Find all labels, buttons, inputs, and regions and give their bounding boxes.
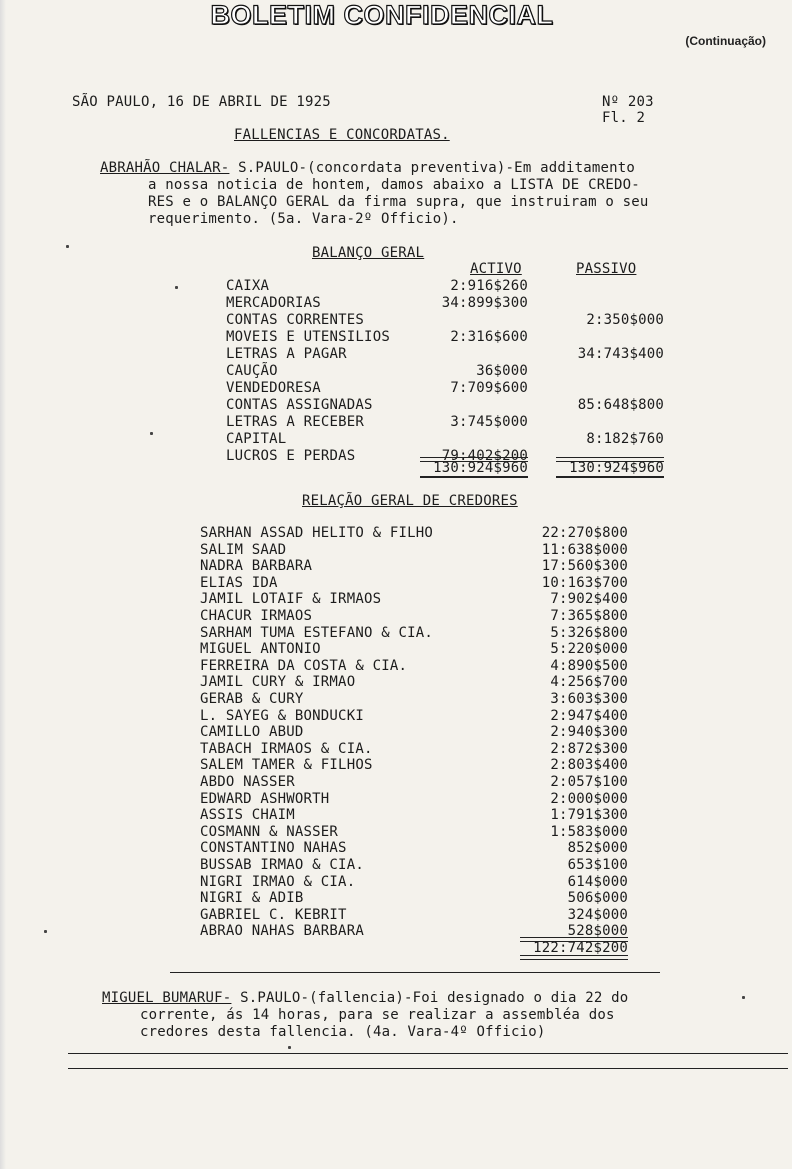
creditor-amount: 2:940$300 bbox=[550, 724, 628, 740]
creditor-name: SALEM TAMER & FILHOS bbox=[200, 757, 373, 773]
balance-row-label: LUCROS E PERDAS bbox=[226, 448, 356, 464]
activo-total-underline bbox=[420, 476, 528, 478]
balance-row-label: CAPITAL bbox=[226, 431, 287, 447]
creditors-title: RELAÇÃO GERAL DE CREDORES bbox=[302, 493, 518, 509]
creditor-amount: 324$000 bbox=[567, 907, 628, 923]
creditor-amount: 4:256$700 bbox=[550, 674, 628, 690]
bottom-rule-2 bbox=[68, 1068, 788, 1069]
balance-row-activo: 7:709$600 bbox=[450, 380, 528, 396]
creditor-amount: 2:057$100 bbox=[550, 774, 628, 790]
creditor-amount: 2:803$400 bbox=[550, 757, 628, 773]
page-edge-shadow bbox=[0, 0, 6, 1169]
creditor-name: ASSIS CHAIM bbox=[200, 807, 295, 823]
creditor-name: CONSTANTINO NAHAS bbox=[200, 840, 347, 856]
passivo-total: 130:924$960 bbox=[569, 460, 664, 476]
entry1-company-name: ABRAHÃO CHALAR- bbox=[100, 160, 230, 176]
entry2-line3: credores desta fallencia. (4a. Vara-4º Officio) bbox=[140, 1024, 546, 1040]
entry2-line2: corrente, ás 14 horas, para se realizar a assembléa dos bbox=[140, 1007, 615, 1023]
creditor-name: BUSSAB IRMAO & CIA. bbox=[200, 857, 364, 873]
creditor-name: SARHAN ASSAD HELITO & FILHO bbox=[200, 525, 433, 541]
balance-row-activo: 2:916$260 bbox=[450, 278, 528, 294]
creditor-amount: 17:560$300 bbox=[541, 558, 628, 574]
creditor-amount: 7:902$400 bbox=[550, 591, 628, 607]
creditor-amount: 3:603$300 bbox=[550, 691, 628, 707]
entry1-line1-text: S.PAULO-(concordata preventiva)-Em additamento bbox=[229, 160, 635, 176]
bulletin-number: Nº 203 bbox=[602, 94, 654, 110]
scan-speck bbox=[44, 930, 47, 933]
scan-speck bbox=[66, 245, 69, 248]
balance-row-passivo: 85:648$800 bbox=[577, 397, 664, 413]
scan-speck bbox=[175, 286, 178, 289]
creditor-name: ABRAO NAHAS BARBARA bbox=[200, 923, 364, 939]
creditor-name: NIGRI & ADIB bbox=[200, 890, 304, 906]
scan-speck bbox=[150, 432, 153, 435]
balance-row-label: CAIXA bbox=[226, 278, 270, 294]
balance-row-passivo: 34:743$400 bbox=[577, 346, 664, 362]
balance-row-label: LETRAS A PAGAR bbox=[226, 346, 347, 362]
entry1-line3: RES e o BALANÇO GERAL da firma supra, que instruiram o seu bbox=[148, 194, 649, 210]
creditor-name: JAMIL CURY & IRMAO bbox=[200, 674, 356, 690]
balance-row-label: MERCADORIAS bbox=[226, 295, 321, 311]
creditor-amount: 1:791$300 bbox=[550, 807, 628, 823]
entry2-line1 bbox=[102, 990, 628, 1006]
entry-separator bbox=[170, 972, 660, 973]
creditor-amount: 4:890$500 bbox=[550, 658, 628, 674]
creditor-amount: 7:365$800 bbox=[550, 608, 628, 624]
balance-title: BALANÇO GERAL bbox=[312, 245, 425, 261]
balance-row-activo: 34:899$300 bbox=[441, 295, 528, 311]
entry1-line4: requerimento. (5a. Vara-2º Officio). bbox=[148, 211, 459, 227]
balance-row-activo: 36$000 bbox=[476, 363, 528, 379]
sheet-number: Fl. 2 bbox=[602, 110, 646, 126]
passivo-header bbox=[576, 261, 636, 277]
creditor-name: SARHAM TUMA ESTEFANO & CIA. bbox=[200, 625, 433, 641]
creditor-name: CHACUR IRMAOS bbox=[200, 608, 313, 624]
balance-row-label: MOVEIS E UTENSILIOS bbox=[226, 329, 390, 345]
creditor-amount: 852$000 bbox=[567, 840, 628, 856]
entry2-line1-text: S.PAULO-(fallencia)-Foi designado o dia 22 do bbox=[231, 990, 629, 1006]
balance-row-label: VENDEDORESA bbox=[226, 380, 321, 396]
entry2-company-name: MIGUEL BUMARUF- bbox=[102, 990, 232, 1006]
entry1-line1 bbox=[100, 160, 635, 176]
creditor-amount: 653$100 bbox=[567, 857, 628, 873]
creditor-amount: 614$000 bbox=[567, 874, 628, 890]
creditor-name: COSMANN & NASSER bbox=[200, 824, 339, 840]
activo-header bbox=[470, 261, 522, 277]
creditor-name: EDWARD ASHWORTH bbox=[200, 791, 330, 807]
creditor-name: MIGUEL ANTONIO bbox=[200, 641, 321, 657]
balance-row-label: CONTAS CORRENTES bbox=[226, 312, 365, 328]
creditor-amount: 22:270$800 bbox=[541, 525, 628, 541]
creditor-amount: 528$000 bbox=[567, 923, 628, 939]
creditor-amount: 11:638$000 bbox=[541, 542, 628, 558]
creditor-name: NADRA BARBARA bbox=[200, 558, 313, 574]
creditor-amount: 506$000 bbox=[567, 890, 628, 906]
creditors-total: 122:742$200 bbox=[533, 940, 628, 956]
balance-row-activo: 79:402$200 bbox=[441, 448, 528, 464]
balance-row-label: CONTAS ASSIGNADAS bbox=[226, 397, 373, 413]
creditor-name: ELIAS IDA bbox=[200, 575, 278, 591]
creditor-name: GABRIEL C. KEBRIT bbox=[200, 907, 347, 923]
activo-total: 130:924$960 bbox=[433, 460, 528, 476]
bulletin-title: BOLETIM CONFIDENCIAL bbox=[210, 0, 554, 30]
balance-row-activo: 3:745$000 bbox=[450, 414, 528, 430]
section-title: FALLENCIAS E CONCORDATAS. bbox=[234, 127, 450, 143]
creditor-name: GERAB & CURY bbox=[200, 691, 304, 707]
continuation-label: (Continuação) bbox=[685, 34, 766, 48]
balance-row-activo: 2:316$600 bbox=[450, 329, 528, 345]
creditor-name: L. SAYEG & BONDUCKI bbox=[200, 708, 364, 724]
activo-header-text: ACTIVO bbox=[470, 261, 522, 277]
passivo-header-text: PASSIVO bbox=[576, 261, 637, 277]
bottom-rule-1 bbox=[68, 1053, 788, 1054]
creditor-name: FERREIRA DA COSTA & CIA. bbox=[200, 658, 408, 674]
creditor-amount: 5:326$800 bbox=[550, 625, 628, 641]
creditor-amount: 10:163$700 bbox=[541, 575, 628, 591]
creditor-amount: 2:000$000 bbox=[550, 791, 628, 807]
creditor-name: SALIM SAAD bbox=[200, 542, 287, 558]
place-date: SÃO PAULO, 16 DE ABRIL DE 1925 bbox=[72, 94, 331, 110]
creditor-name: CAMILLO ABUD bbox=[200, 724, 304, 740]
creditor-name: TABACH IRMAOS & CIA. bbox=[200, 741, 373, 757]
balance-row-label: LETRAS A RECEBER bbox=[226, 414, 365, 430]
creditor-name: ABDO NASSER bbox=[200, 774, 295, 790]
creditor-name: NIGRI IRMAO & CIA. bbox=[200, 874, 356, 890]
creditor-amount: 2:947$400 bbox=[550, 708, 628, 724]
creditors-total-underline bbox=[520, 955, 628, 960]
creditor-amount: 1:583$000 bbox=[550, 824, 628, 840]
scan-speck bbox=[288, 1046, 291, 1049]
creditor-amount: 5:220$000 bbox=[550, 641, 628, 657]
entry1-line2: a nossa noticia de hontem, damos abaixo a LISTA DE CREDO- bbox=[148, 177, 640, 193]
scan-speck bbox=[742, 996, 745, 999]
creditor-name: JAMIL LOTAIF & IRMAOS bbox=[200, 591, 382, 607]
balance-row-passivo: 8:182$760 bbox=[586, 431, 664, 447]
balance-row-label: CAUÇÃO bbox=[226, 363, 278, 379]
balance-row-passivo: 2:350$000 bbox=[586, 312, 664, 328]
creditor-amount: 2:872$300 bbox=[550, 741, 628, 757]
passivo-total-underline bbox=[556, 476, 664, 478]
